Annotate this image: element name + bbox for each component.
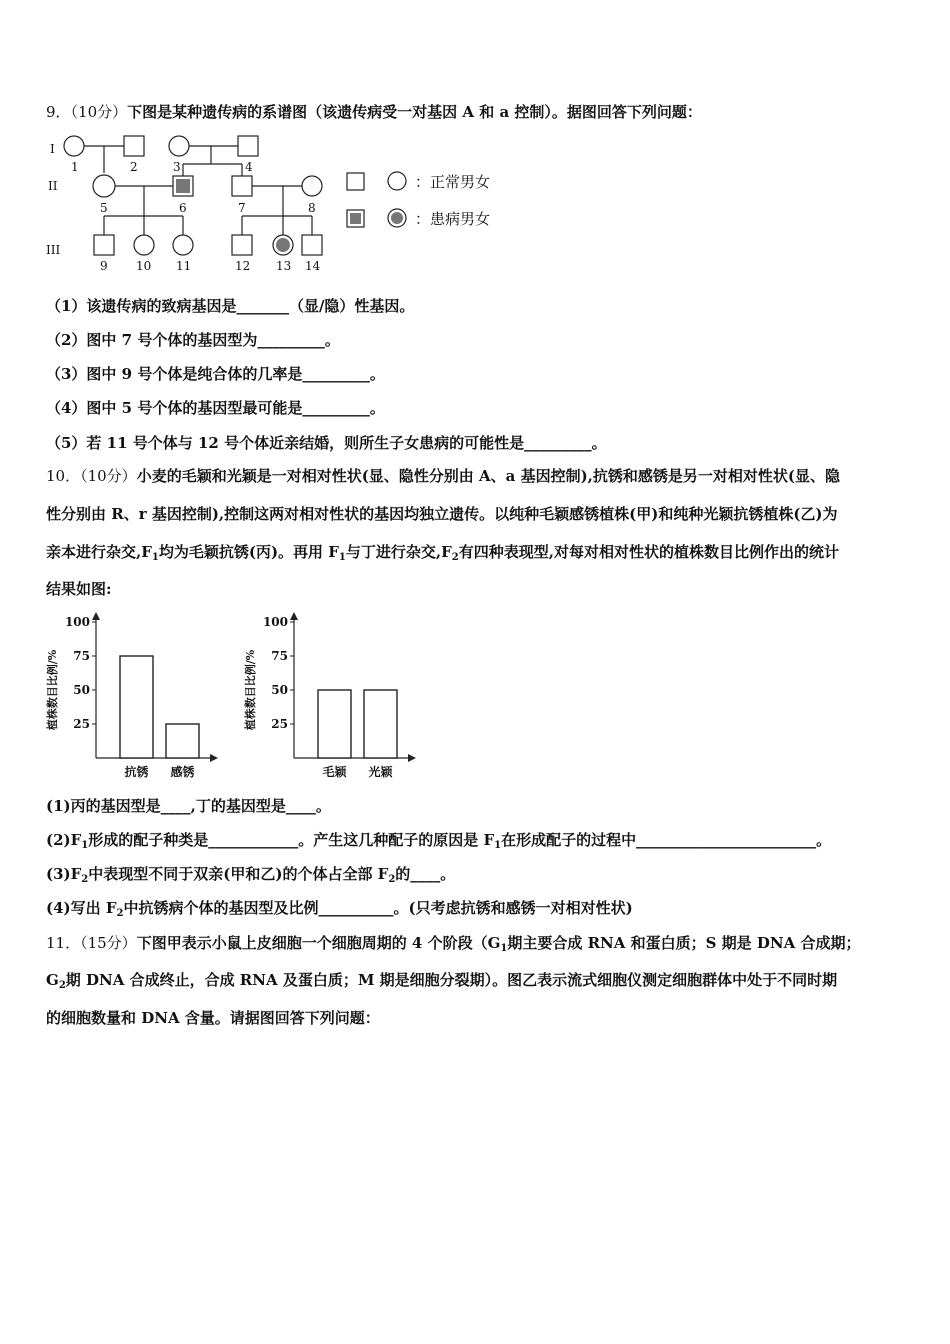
y-tick-label: 100 <box>64 615 90 629</box>
q10-s3-c: 中表现型不同于双亲(甲和乙)的个体占全部 F <box>88 865 389 883</box>
q10-s3-b: 2 <box>81 874 89 885</box>
q10-s4-c: 中抗锈病个体的基因型及比例__________。(只考虑抗锈和感锈一对相对性状) <box>123 899 633 917</box>
id-label-10: 10 <box>136 259 152 273</box>
q10-subquestion-3 <box>46 864 455 884</box>
id-label-12: 12 <box>235 259 251 273</box>
q11-text-1a: 下图甲表示小鼠上皮细胞一个细胞周期的 4 个阶段（G <box>136 934 501 952</box>
category-label: 感锈 <box>170 765 195 779</box>
bar-感锈 <box>166 724 199 758</box>
q10-s2-a: (2)F <box>46 831 82 849</box>
pedigree-individual-8 <box>302 176 322 196</box>
id-label-13: 13 <box>276 259 292 273</box>
id-label-3: 3 <box>173 160 181 174</box>
pedigree-individual-11 <box>173 235 193 255</box>
legend-normal-label: ：正常男女 <box>415 173 491 191</box>
q10-stem-line-2: 性分别由 R、r 基因控制),控制这两对相对性状的基因均独立遗传。以纯种毛颖感锈植株(甲)和纯种光颖抗锈植株(乙)为 <box>46 505 838 523</box>
q10-stem-line-4: 结果如图: <box>46 580 112 598</box>
q9-subquestion-3: （3）图中 9 号个体是纯合体的几率是_________。 <box>46 365 385 383</box>
x-axis-arrow-icon <box>408 754 416 762</box>
pedigree-individual-4 <box>238 136 258 156</box>
pedigree-individual-1 <box>64 136 84 156</box>
q10-text-3a: 亲本进行杂交,F <box>46 543 152 561</box>
pedigree-individual-14 <box>302 235 322 255</box>
category-label: 毛颖 <box>322 765 347 779</box>
id-label-1: 1 <box>71 160 79 174</box>
category-label: 光颖 <box>368 765 393 779</box>
y-axis-arrow-icon <box>92 612 100 620</box>
q10-subquestion-1: (1)丙的基因型是____,丁的基因型是____。 <box>46 797 331 815</box>
q10-s2-c: 形成的配子种类是____________。产生这几种配子的原因是 F <box>88 831 495 849</box>
y-tick-label: 100 <box>262 615 288 629</box>
legend-affected-label: ：患病男女 <box>415 210 491 228</box>
legend-normal-male-icon <box>347 173 364 190</box>
q10-s3-e: 的____。 <box>395 865 456 883</box>
q9-stem-text: 下图是某种遗传病的系谱图（该遗传病受一对基因 A 和 a 控制）。据图回答下列问题： <box>127 103 702 121</box>
q10-stem-line-1 <box>46 466 840 486</box>
q10-s4-a: (4)写出 F <box>46 899 117 917</box>
q10-subquestion-4 <box>46 898 633 918</box>
q11-sub-2b: 2 <box>58 980 66 991</box>
q9-number: 9．（10分） <box>46 103 128 121</box>
q10-number: 10．（10分） <box>46 467 137 485</box>
q11-text-2c: 期 DNA 合成终止，合成 RNA 及蛋白质；M 期是细胞分裂期）。图乙表示流式细胞仪测定细胞群体中处于不同时期 <box>65 971 838 989</box>
id-label-5: 5 <box>100 201 108 215</box>
legend-affected-male-mark <box>350 213 361 224</box>
pedigree-affected-6-mark <box>176 179 190 193</box>
pedigree-individual-3 <box>169 136 189 156</box>
gen-label-2: II <box>48 179 58 193</box>
pedigree-individual-5 <box>93 175 115 197</box>
y-tick-label: 50 <box>73 683 90 697</box>
chart-rust-resistance <box>44 606 224 786</box>
q11-sub-1b: 1 <box>500 943 508 954</box>
q10-s2-e: 在形成配子的过程中________________________。 <box>501 831 832 849</box>
pedigree-individual-9 <box>94 235 114 255</box>
id-label-8: 8 <box>308 201 316 215</box>
q11-stem-line-3: 的细胞数量和 DNA 含量。请据图回答下列问题： <box>46 1009 380 1027</box>
y-axis-label: 植株数目比例/% <box>46 649 59 731</box>
legend-normal-female-icon <box>388 172 406 190</box>
bar-毛颖 <box>318 690 351 758</box>
q10-text-3e: 与丁进行杂交,F <box>345 543 452 561</box>
id-label-14: 14 <box>305 259 321 273</box>
q11-text-1c: 期主要合成 RNA 和蛋白质；S 期是 DNA 合成期； <box>507 934 861 952</box>
q10-sub-3d: 1 <box>338 552 346 563</box>
y-tick-label: 75 <box>271 649 288 663</box>
bar-抗锈 <box>120 656 153 758</box>
y-tick-label: 25 <box>73 717 90 731</box>
q11-stem-line-1 <box>46 933 860 953</box>
category-label: 抗锈 <box>124 765 149 779</box>
legend-affected-female-mark <box>391 212 403 224</box>
q9-stem <box>46 102 702 122</box>
x-axis-arrow-icon <box>210 754 218 762</box>
y-tick-label: 25 <box>271 717 288 731</box>
pedigree-individual-7 <box>232 176 252 196</box>
gen-label-1: I <box>50 142 55 156</box>
pedigree-individual-2 <box>124 136 144 156</box>
q10-text-3g: 有四种表现型,对每对相对性状的植株数目比例作出的统计 <box>458 543 839 561</box>
q11-number: 11．（15分） <box>46 934 137 952</box>
pedigree-individual-12 <box>232 235 252 255</box>
q9-subquestion-2: （2）图中 7 号个体的基因型为_________。 <box>46 331 340 349</box>
q10-sub-3b: 1 <box>151 552 159 563</box>
pedigree-individual-10 <box>134 235 154 255</box>
q10-text-1: 小麦的毛颖和光颖是一对相对性状(显、隐性分别由 A、a 基因控制),抗锈和感锈是另一对相对性状(显、隐 <box>136 467 841 485</box>
q9-subquestion-5: （5）若 11 号个体与 12 号个体近亲结婚，则所生子女患病的可能性是_________。 <box>46 434 607 452</box>
gen-label-3: III <box>46 243 61 257</box>
q10-s2-b: 1 <box>81 840 89 851</box>
q9-subquestion-1: （1）该遗传病的致病基因是_______（显/隐）性基因。 <box>46 297 415 315</box>
y-tick-label: 50 <box>271 683 288 697</box>
id-label-9: 9 <box>100 259 108 273</box>
y-tick-label: 75 <box>73 649 90 663</box>
q10-subquestion-2 <box>46 830 831 850</box>
id-label-6: 6 <box>179 201 187 215</box>
pedigree-affected-13-mark <box>276 238 290 252</box>
q10-text-3c: 均为毛颖抗锈(丙)。再用 F <box>158 543 339 561</box>
chart-glume-type <box>242 606 422 786</box>
id-label-11: 11 <box>176 259 192 273</box>
q10-s3-a: (3)F <box>46 865 82 883</box>
bar-光颖 <box>364 690 397 758</box>
id-label-2: 2 <box>130 160 138 174</box>
q9-subquestion-4: （4）图中 5 号个体的基因型最可能是_________。 <box>46 399 385 417</box>
q10-s3-d: 2 <box>388 874 396 885</box>
y-axis-arrow-icon <box>290 612 298 620</box>
id-label-7: 7 <box>238 201 246 215</box>
q10-stem-line-3 <box>46 542 839 562</box>
id-label-4: 4 <box>245 160 253 174</box>
q10-sub-3f: 2 <box>451 552 459 563</box>
q11-stem-line-2 <box>46 970 837 990</box>
q10-s2-d: 1 <box>494 840 502 851</box>
q11-text-2a: G <box>46 971 59 989</box>
y-axis-label: 植株数目比例/% <box>244 649 257 731</box>
q10-s4-b: 2 <box>116 908 124 919</box>
pedigree-chart <box>40 128 520 278</box>
